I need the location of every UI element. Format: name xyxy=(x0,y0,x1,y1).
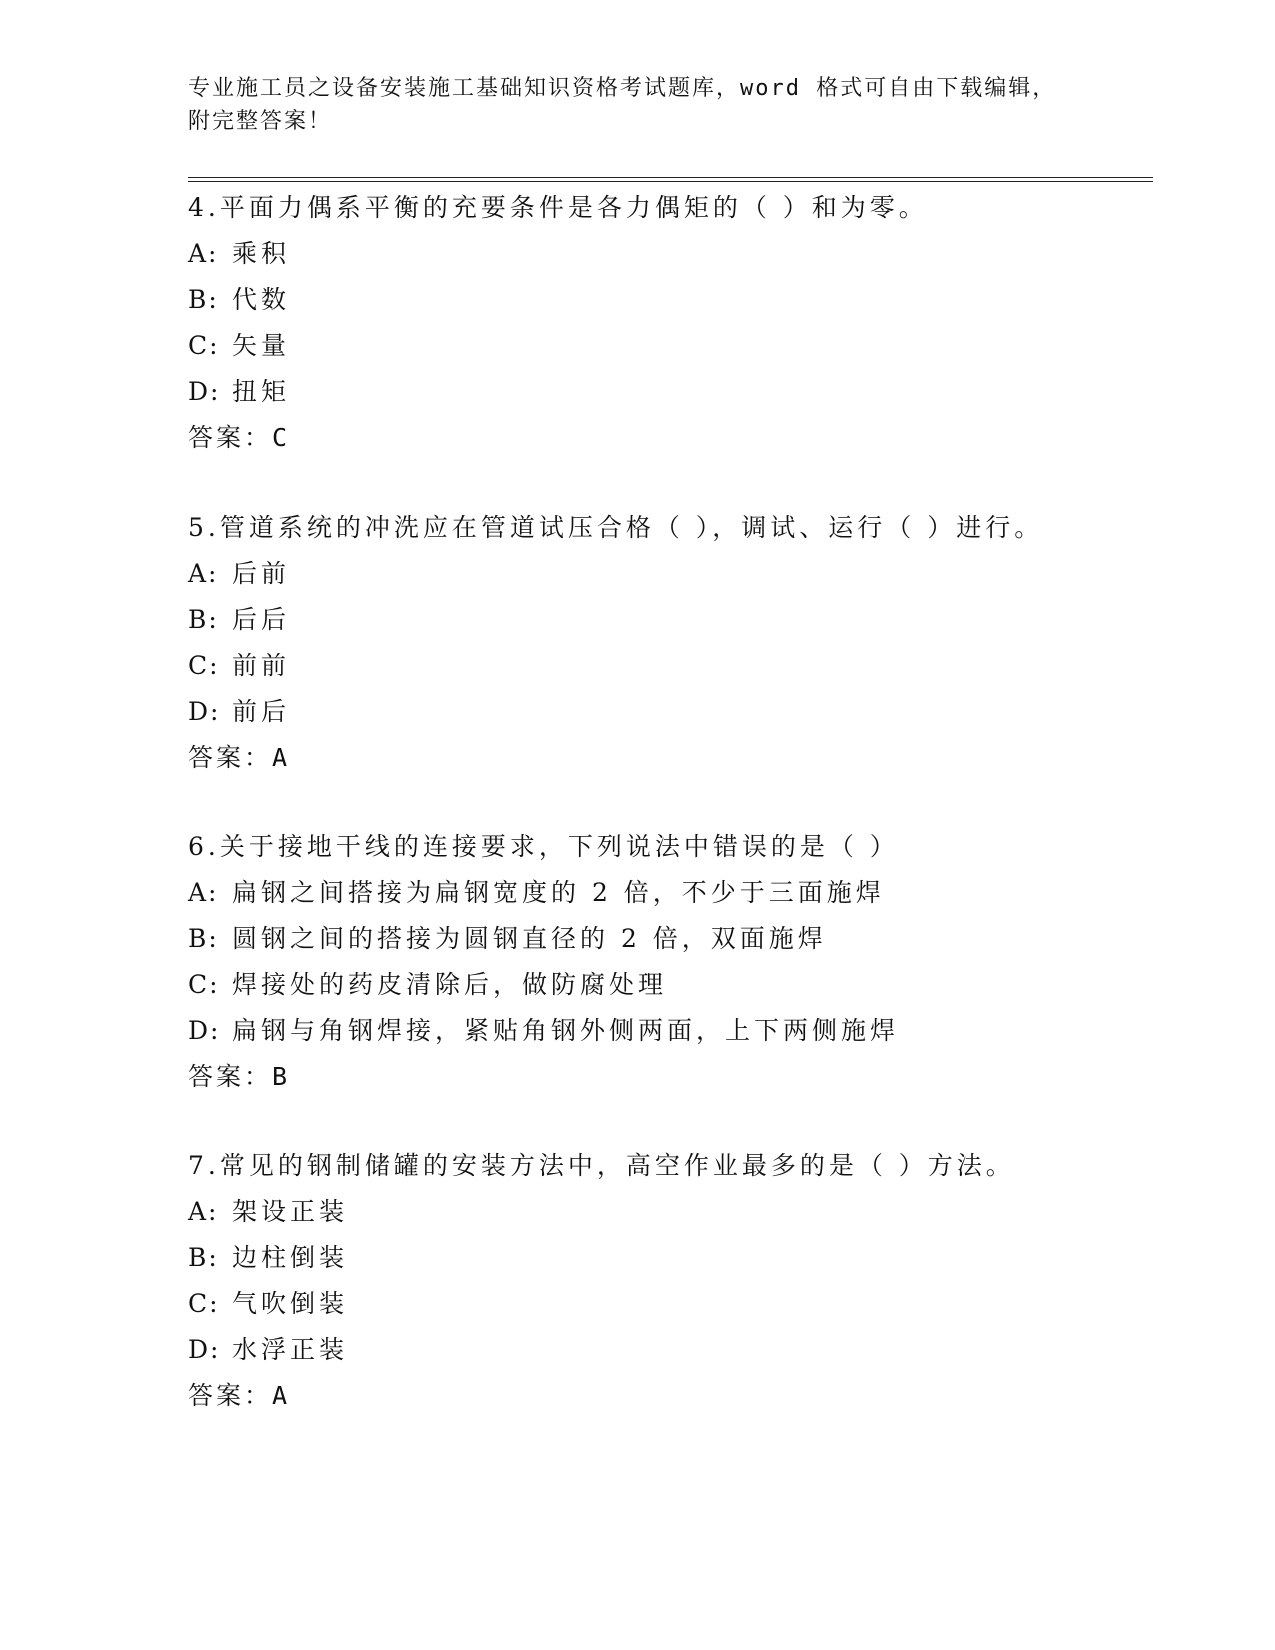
option-letter: C: xyxy=(188,970,220,999)
option-a xyxy=(188,239,1148,269)
answer-line: 答案：A xyxy=(188,1381,291,1410)
header-line-1: 专业施工员之设备安装施工基础知识资格考试题库，word 格式可自由下载编辑， xyxy=(188,76,1057,101)
answer-line: 答案：C xyxy=(188,423,291,452)
answer-line: 答案：B xyxy=(188,1062,291,1091)
option-d xyxy=(188,1016,1148,1046)
option-c xyxy=(188,331,1148,361)
header-line-2: 附完整答案！ xyxy=(188,109,333,134)
header-divider-top xyxy=(188,177,1153,178)
question-block xyxy=(188,513,1148,773)
option-text: 前后 xyxy=(232,697,291,726)
option-b xyxy=(188,1243,1148,1273)
option-letter: B: xyxy=(188,285,219,314)
option-letter: C: xyxy=(188,651,220,680)
option-letter: D: xyxy=(188,1016,221,1045)
option-text: 焊接处的药皮清除后，做防腐处理 xyxy=(232,970,668,999)
option-text: 乘积 xyxy=(232,239,291,268)
option-b xyxy=(188,605,1148,635)
option-text: 边柱倒装 xyxy=(232,1243,349,1272)
option-d xyxy=(188,377,1148,407)
document-header xyxy=(188,72,1068,138)
question-text: 7.常见的钢制储罐的安装方法中，高空作业最多的是（ ）方法。 xyxy=(188,1151,1015,1180)
option-letter: B: xyxy=(188,924,219,953)
option-letter: A: xyxy=(188,878,219,907)
header-divider-bottom xyxy=(188,181,1153,182)
option-letter: B: xyxy=(188,605,219,634)
option-text: 扁钢与角钢焊接，紧贴角钢外侧两面，上下两侧施焊 xyxy=(232,1016,900,1045)
option-a xyxy=(188,878,1148,908)
question-block xyxy=(188,832,1148,1092)
option-text: 扭矩 xyxy=(232,377,291,406)
option-letter: A: xyxy=(188,239,219,268)
option-c xyxy=(188,651,1148,681)
option-b xyxy=(188,285,1148,315)
question-block xyxy=(188,1151,1148,1411)
option-letter: B: xyxy=(188,1243,219,1272)
option-text: 后后 xyxy=(232,605,291,634)
option-a xyxy=(188,559,1148,589)
option-letter: C: xyxy=(188,1289,220,1318)
question-block xyxy=(188,193,1148,453)
option-b xyxy=(188,924,1148,954)
option-d xyxy=(188,1335,1148,1365)
option-text: 圆钢之间的搭接为圆钢直径的 2 倍，双面施焊 xyxy=(232,924,827,953)
option-d xyxy=(188,697,1148,727)
option-text: 扁钢之间搭接为扁钢宽度的 2 倍，不少于三面施焊 xyxy=(232,878,885,907)
option-letter: A: xyxy=(188,1197,219,1226)
option-c xyxy=(188,1289,1148,1319)
option-text: 水浮正装 xyxy=(232,1335,349,1364)
option-letter: D: xyxy=(188,697,221,726)
option-text: 后前 xyxy=(232,559,291,588)
option-letter: D: xyxy=(188,377,221,406)
option-text: 架设正装 xyxy=(232,1197,349,1226)
option-a xyxy=(188,1197,1148,1227)
answer-line: 答案：A xyxy=(188,743,291,772)
option-text: 矢量 xyxy=(232,331,291,360)
question-text: 4.平面力偶系平衡的充要条件是各力偶矩的（ ）和为零。 xyxy=(188,193,928,222)
question-text: 6.关于接地干线的连接要求，下列说法中错误的是（ ） xyxy=(188,832,899,861)
option-text: 代数 xyxy=(232,285,291,314)
option-letter: C: xyxy=(188,331,220,360)
option-letter: D: xyxy=(188,1335,221,1364)
option-letter: A: xyxy=(188,559,219,588)
question-text: 5.管道系统的冲洗应在管道试压合格（ ），调试、运行（ ）进行。 xyxy=(188,513,1044,542)
option-text: 前前 xyxy=(232,651,291,680)
option-c xyxy=(188,970,1148,1000)
option-text: 气吹倒装 xyxy=(232,1289,349,1318)
